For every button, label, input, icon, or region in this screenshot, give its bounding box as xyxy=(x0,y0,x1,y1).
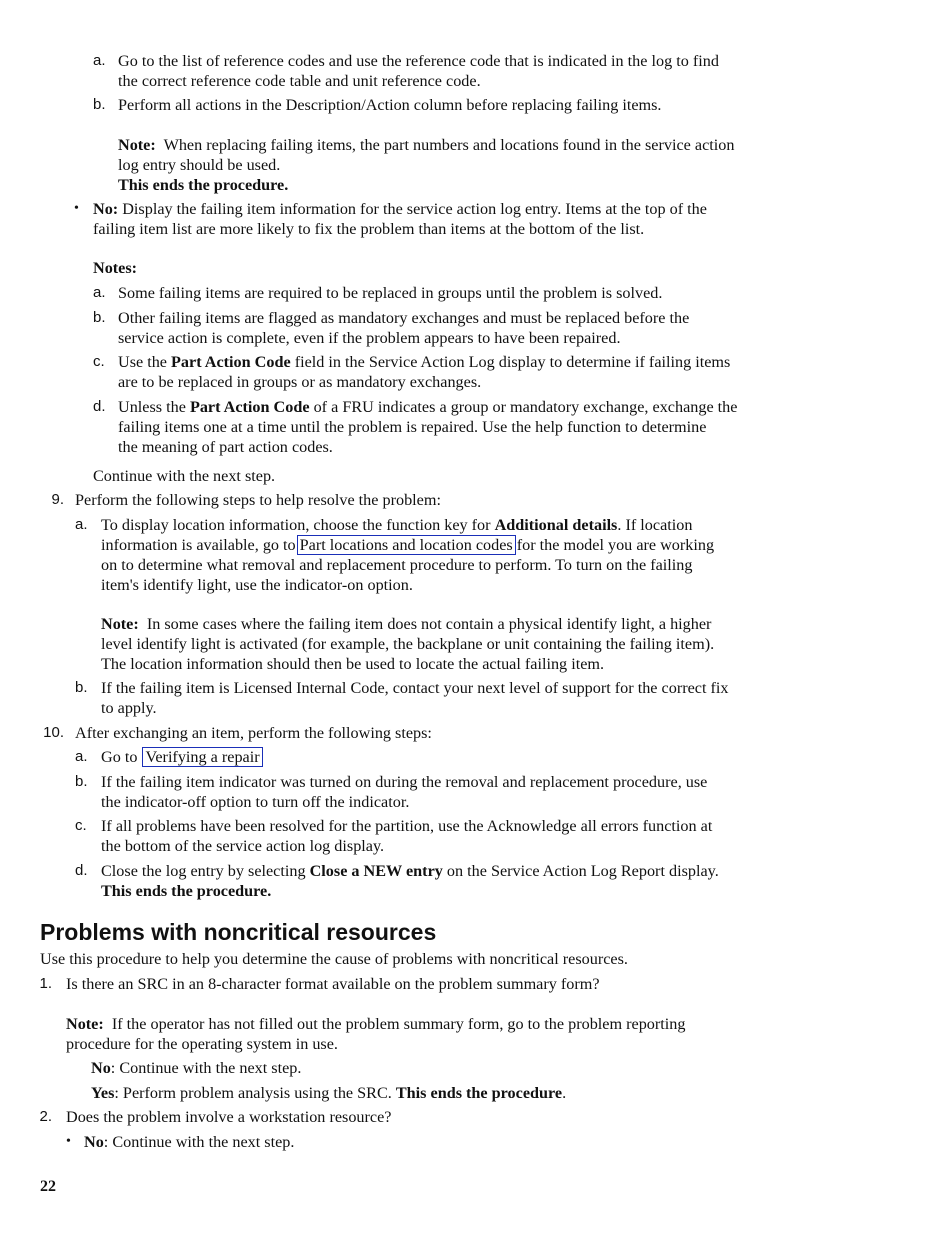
section-step1-no: No: Continue with the next step. xyxy=(91,1059,302,1077)
step9-text: Perform the following steps to help resolve the problem: xyxy=(75,491,441,509)
list-label-a: a. xyxy=(75,516,88,533)
section-step1-note-line1: Note: If the operator has not filled out the problem summary form, go to the problem reporting xyxy=(66,1015,686,1033)
section-step2-no: No: Continue with the next step. xyxy=(84,1133,295,1151)
section-heading: Problems with noncritical resources xyxy=(40,919,437,945)
step10-a-line1: Go to Verifying a repair xyxy=(101,747,264,767)
page-number: 22 xyxy=(40,1178,56,1195)
step10-b-line2: the indicator-off option to turn off the indicator. xyxy=(101,793,410,811)
list-label-d: d. xyxy=(75,862,88,879)
step-number-2: 2. xyxy=(39,1108,52,1125)
step-number-1: 1. xyxy=(39,975,52,992)
list-label-a: a. xyxy=(93,52,106,69)
procedure-end: This ends the procedure. xyxy=(118,176,289,194)
step8-no-line2: failing item list are more likely to fix the problem than items at the bottom of the list. xyxy=(93,220,645,238)
step9-b-line1: If the failing item is Licensed Internal Code, contact your next level of support for the correct fix xyxy=(101,679,729,697)
step8-yes-note-line1: Note: When replacing failing items, the part numbers and locations found in the service action xyxy=(118,136,735,154)
step10-d-line1: Close the log entry by selecting Close a NEW entry on the Service Action Log Report display. xyxy=(101,862,719,880)
step10-c-line1: If all problems have been resolved for the partition, use the Acknowledge all errors function at xyxy=(101,817,713,835)
list-label-a: a. xyxy=(75,748,88,765)
step-number-10: 10. xyxy=(43,724,64,741)
section-step1-text: Is there an SRC in an 8-character format available on the problem summary form? xyxy=(66,975,600,993)
step9-note-line1: Note: In some cases where the failing item does not contain a physical identify light, a higher xyxy=(101,615,712,633)
list-label-b: b. xyxy=(75,679,88,696)
list-label-b: b. xyxy=(75,773,88,790)
step10-c-line2: the bottom of the service action log display. xyxy=(101,837,385,855)
notes-c-line1: Use the Part Action Code field in the Service Action Log display to determine if failing items xyxy=(118,353,731,371)
bullet: • xyxy=(66,1134,71,1149)
step8-yes-note-line2: log entry should be used. xyxy=(118,156,281,174)
section-step2-text: Does the problem involve a workstation resource? xyxy=(66,1108,392,1126)
notes-a-line1: Some failing items are required to be replaced in groups until the problem is solved. xyxy=(118,284,663,302)
step10-b-line1: If the failing item indicator was turned on during the removal and replacement procedure, use xyxy=(101,773,708,791)
continue-text: Continue with the next step. xyxy=(93,467,276,485)
step-number-9: 9. xyxy=(51,491,64,508)
list-label-b: b. xyxy=(93,309,106,326)
notes-d-line3: the meaning of part action codes. xyxy=(118,438,333,456)
step8-no-line1: No: Display the failing item information for the service action log entry. Items at the top of the xyxy=(93,200,707,218)
notes-b-line1: Other failing items are flagged as mandatory exchanges and must be replaced before the xyxy=(118,309,690,327)
list-label-c: c. xyxy=(93,353,105,370)
procedure-end: This ends the procedure. xyxy=(101,882,272,900)
notes-d-line1: Unless the Part Action Code of a FRU indicates a group or mandatory exchange, exchange the xyxy=(118,398,738,416)
step10-text: After exchanging an item, perform the following steps: xyxy=(75,724,432,742)
step8-yes-b-line1: Perform all actions in the Description/Action column before replacing failing items. xyxy=(118,96,662,114)
section-step1-note-line2: procedure for the operating system in use. xyxy=(66,1035,338,1053)
verifying-repair-link[interactable]: Verifying a repair xyxy=(142,747,262,767)
section-step1-yes: Yes: Perform problem analysis using the SRC. This ends the procedure. xyxy=(91,1084,567,1102)
step9-b-line2: to apply. xyxy=(101,699,157,717)
step9-a-line1: To display location information, choose the function key for Additional details. If location xyxy=(101,516,693,534)
step9-note-line3: The location information should then be used to locate the actual failing item. xyxy=(101,655,605,673)
list-label-a: a. xyxy=(93,284,106,301)
step8-yes-a-line1: Go to the list of reference codes and use the reference code that is indicated in the log to find xyxy=(118,52,719,70)
list-label-c: c. xyxy=(75,817,87,834)
step8-yes-a-line2: the correct reference code table and unit reference code. xyxy=(118,72,481,90)
section-intro: Use this procedure to help you determine the cause of problems with noncritical resources. xyxy=(40,950,628,968)
step9-a-line4: item's identify light, use the indicator-on option. xyxy=(101,576,413,594)
step9-a-line3: on to determine what removal and replacement procedure to perform. To turn on the failing xyxy=(101,556,693,574)
notes-d-line2: failing items one at a time until the problem is repaired. Use the help function to determine xyxy=(118,418,707,436)
bullet: • xyxy=(74,201,79,216)
list-label-b: b. xyxy=(93,96,106,113)
notes-b-line2: service action is complete, even if the problem appears to have been repaired. xyxy=(118,329,621,347)
step9-a-line2: information is available, go to Part locations and location codes for the model you are working xyxy=(101,536,715,554)
step9-note-line2: level identify light is activated (for example, the backplane or unit containing the failing item). xyxy=(101,635,715,653)
notes-c-line2: are to be replaced in groups or as mandatory exchanges. xyxy=(118,373,482,391)
notes-heading: Notes: xyxy=(93,259,138,277)
part-locations-link[interactable]: Part locations and location codes xyxy=(297,535,516,555)
list-label-d: d. xyxy=(93,398,106,415)
